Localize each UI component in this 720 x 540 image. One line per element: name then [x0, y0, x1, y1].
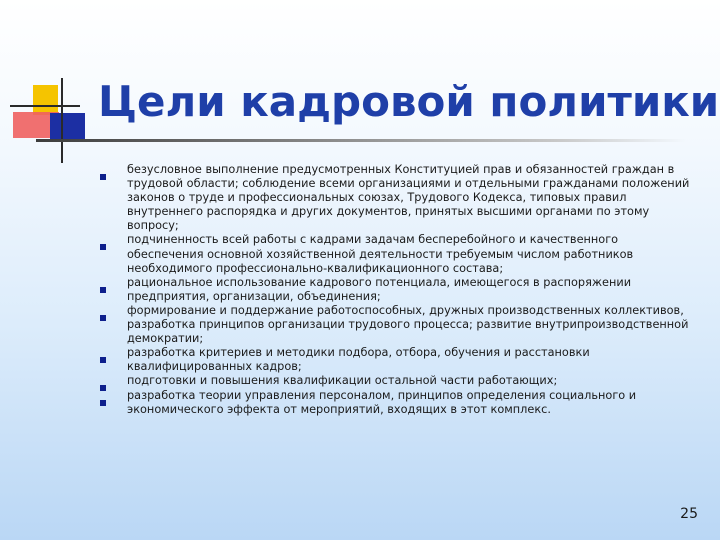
list-item-text: разработка критериев и методики подбора, отбора, обучения и расстановки квалифицированных кадров; [127, 346, 590, 374]
list-item [100, 276, 690, 304]
title-underline [36, 139, 686, 142]
page-number: 25 [680, 506, 698, 522]
list-item-text: безусловное выполнение предусмотренных Конституцией прав и обязанностей граждан в трудовой области; соблюдение всеми организациями и отдельными гражданами положений законов о труде и профессиональных союзах, Трудового Кодекса, типовых правил внутреннего распорядка и других документов, принятых высшими органами по этому вопросу; [127, 163, 690, 233]
list-item-text: подготовки и повышения квалификации остальной части работающих; [127, 374, 558, 388]
deco-yellow-square [33, 85, 58, 115]
square-bullet-icon [100, 244, 106, 250]
list-item [100, 389, 690, 417]
list-item-text: разработка теории управления персоналом, принципов определения социального и экономического эффекта от мероприятий, входящих в этот комплекс. [127, 388, 637, 416]
list-item [100, 304, 690, 346]
decorative-corner-graphic [0, 0, 110, 170]
list-item-text: формирование и поддержание работоспособных, дружных производственных коллективов, разработка принципов организации трудового процесса; развитие внутрипроизводственной демократии; [127, 303, 689, 346]
list-item [100, 346, 690, 374]
list-item [100, 374, 690, 388]
list-item [100, 233, 690, 275]
goals-list [100, 163, 690, 417]
square-bullet-icon [100, 287, 106, 293]
square-bullet-icon [100, 174, 106, 180]
deco-vertical-line [61, 78, 63, 163]
square-bullet-icon [100, 357, 106, 363]
list-item [100, 163, 690, 233]
square-bullet-icon [100, 315, 106, 321]
square-bullet-icon [100, 400, 106, 406]
deco-blue-square [50, 113, 85, 141]
slide-title: Цели кадровой политики [98, 77, 720, 126]
list-item-text: рациональное использование кадрового потенциала, имеющегося в распоряжении предприятия, организации, объединения; [127, 275, 632, 303]
deco-horizontal-line [10, 105, 80, 107]
list-item-text: подчиненность всей работы с кадрами задачам бесперебойного и качественного обеспечения основной хозяйственной деятельности требуемым числом работников необходимого профессионально-квалификационного состава; [127, 233, 634, 275]
